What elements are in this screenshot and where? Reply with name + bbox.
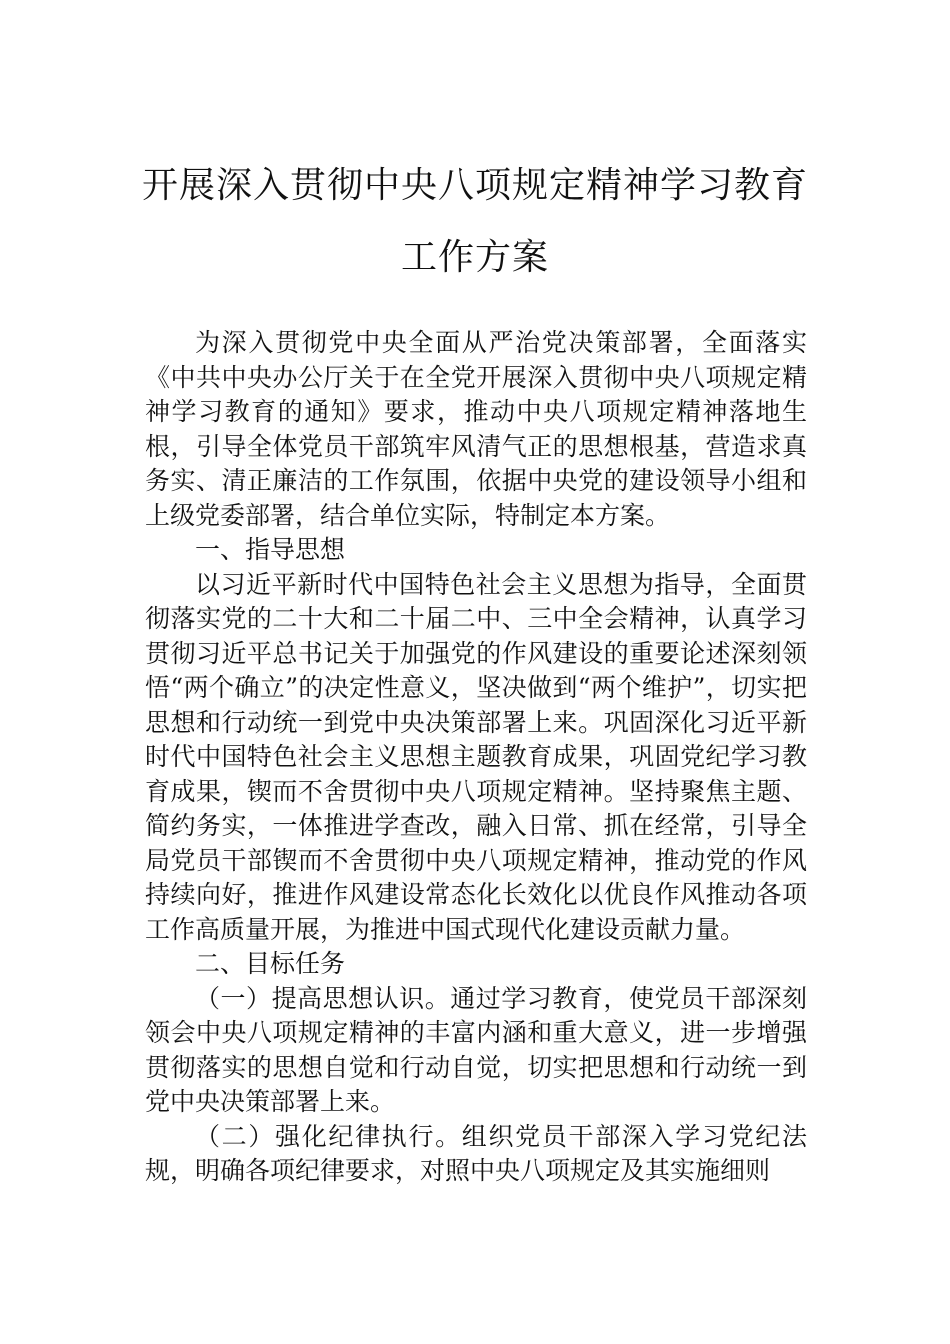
goal-item-2-paragraph: （二）强化纪律执行。组织党员干部深入学习党纪法规，明确各项纪律要求，对照中央八项规定及其实施细则 <box>145 1121 807 1185</box>
guiding-ideology-paragraph: 以习近平新时代中国特色社会主义思想为指导，全面贯彻落实党的二十大和二十届二中、三中全会精神，认真学习贯彻习近平总书记关于加强党的作风建设的重要论述深刻领悟“两个确立”的决定性意义，坚决做到“两个维护”，切实把思想和行动统一到党中央决策部署上来。巩固深化习近平新时代中国特色社会主义思想主题教育成果，巩固党纪学习教育成果，锲而不舍贯彻中央八项规定精神。坚持聚焦主题、简约务实，一体推进学查改，融入日常、抓在经常，引导全局党员干部锲而不舍贯彻中央八项规定精神，推动党的作风持续向好，推进作风建设常态化长效化以优良作风推动各项工作高质量开展，为推进中国式现代化建设贡献力量。 <box>145 569 807 944</box>
document-title-line-1: 开展深入贯彻中央八项规定精神学习教育 <box>141 165 808 206</box>
goal-item-1-paragraph: （一）提高思想认识。通过学习教育，使党员干部深刻领会中央八项规定精神的丰富内涵和重大意义，进一步增强贯彻落实的思想自觉和行动自觉，切实把思想和行动统一到党中央决策部署上来。 <box>145 983 807 1116</box>
section-heading-guiding-ideology: 一、指导思想 <box>195 535 346 564</box>
section-heading-goals-tasks: 二、目标任务 <box>195 949 346 978</box>
document-body <box>145 326 807 1189</box>
intro-paragraph: 为深入贯彻党中央全面从严治党决策部署，全面落实《中共中央办公厅关于在全党开展深入贯彻中央八项规定精神学习教育的通知》要求，推动中央八项规定精神落地生根，引导全体党员干部筑牢风清气正的思想根基，营造求真务实、清正廉洁的工作氛围，依据中央党的建设领导小组和上级党委部署，结合单位实际，特制定本方案。 <box>145 328 807 530</box>
document-title-line-2: 工作方案 <box>400 237 549 278</box>
